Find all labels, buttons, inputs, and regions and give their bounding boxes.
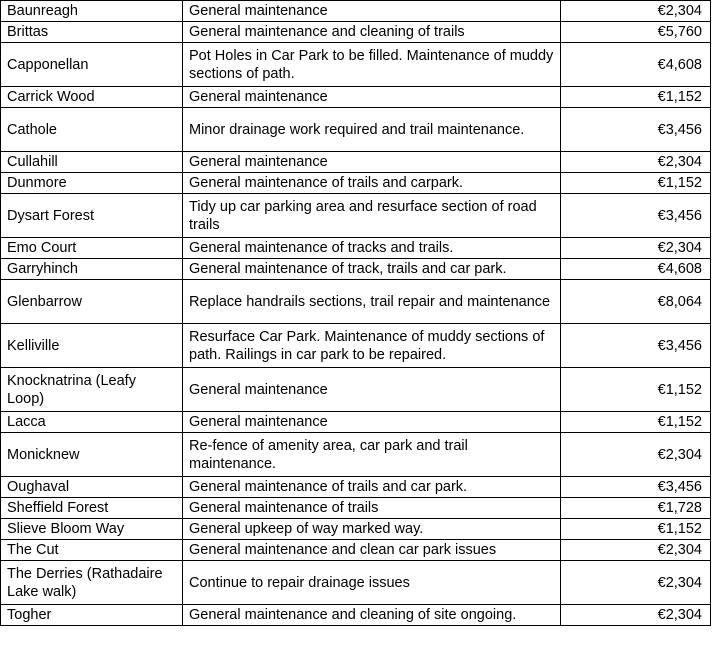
cost-cell: €1,152 xyxy=(561,412,711,433)
cost-cell: €3,456 xyxy=(561,108,711,152)
table-row xyxy=(1,238,711,259)
site-cell: Oughaval xyxy=(1,477,183,498)
cost-cell: €1,152 xyxy=(561,87,711,108)
cost-cell: €3,456 xyxy=(561,324,711,368)
work-description-cell: General maintenance xyxy=(183,1,561,22)
work-description-cell: Replace handrails sections, trail repair and maintenance xyxy=(183,280,561,324)
site-cell: Dysart Forest xyxy=(1,194,183,238)
site-cell: Monicknew xyxy=(1,433,183,477)
work-description-cell: Minor drainage work required and trail maintenance. xyxy=(183,108,561,152)
table-body xyxy=(1,1,711,626)
cost-cell: €8,064 xyxy=(561,280,711,324)
table-row xyxy=(1,108,711,152)
site-cell: Carrick Wood xyxy=(1,87,183,108)
site-cell: Cullahill xyxy=(1,152,183,173)
site-cell: Sheffield Forest xyxy=(1,498,183,519)
site-cell: Capponellan xyxy=(1,43,183,87)
cost-cell: €2,304 xyxy=(561,1,711,22)
work-description-cell: General maintenance of trails and car park. xyxy=(183,477,561,498)
cost-cell: €4,608 xyxy=(561,259,711,280)
site-cell: Brittas xyxy=(1,22,183,43)
site-cell: Kelliville xyxy=(1,324,183,368)
work-description-cell: General maintenance xyxy=(183,368,561,412)
work-description-cell: General maintenance and cleaning of trails xyxy=(183,22,561,43)
work-description-cell: Continue to repair drainage issues xyxy=(183,561,561,605)
table-row xyxy=(1,519,711,540)
cost-cell: €3,456 xyxy=(561,477,711,498)
work-description-cell: General maintenance of trails and carpark. xyxy=(183,173,561,194)
table-row xyxy=(1,194,711,238)
site-cell: The Cut xyxy=(1,540,183,561)
cost-cell: €4,608 xyxy=(561,43,711,87)
site-cell: The Derries (Rathadaire Lake walk) xyxy=(1,561,183,605)
site-cell: Togher xyxy=(1,605,183,626)
cost-cell: €2,304 xyxy=(561,605,711,626)
site-cell: Dunmore xyxy=(1,173,183,194)
work-description-cell: General maintenance of tracks and trails. xyxy=(183,238,561,259)
work-description-cell: Resurface Car Park. Maintenance of muddy sections of path. Railings in car park to be repaired. xyxy=(183,324,561,368)
table-row xyxy=(1,280,711,324)
work-description-cell: General maintenance of trails xyxy=(183,498,561,519)
work-description-cell: General maintenance xyxy=(183,412,561,433)
table-row xyxy=(1,477,711,498)
site-cell: Glenbarrow xyxy=(1,280,183,324)
work-description-cell: General upkeep of way marked way. xyxy=(183,519,561,540)
cost-cell: €2,304 xyxy=(561,561,711,605)
work-description-cell: General maintenance xyxy=(183,87,561,108)
site-cell: Slieve Bloom Way xyxy=(1,519,183,540)
site-cell: Emo Court xyxy=(1,238,183,259)
work-description-cell: General maintenance and clean car park issues xyxy=(183,540,561,561)
cost-cell: €1,152 xyxy=(561,519,711,540)
table-row xyxy=(1,1,711,22)
work-description-cell: Pot Holes in Car Park to be filled. Maintenance of muddy sections of path. xyxy=(183,43,561,87)
cost-cell: €2,304 xyxy=(561,540,711,561)
site-cell: Cathole xyxy=(1,108,183,152)
table-row xyxy=(1,43,711,87)
cost-cell: €3,456 xyxy=(561,194,711,238)
cost-cell: €5,760 xyxy=(561,22,711,43)
table-row xyxy=(1,540,711,561)
cost-cell: €2,304 xyxy=(561,433,711,477)
table-row xyxy=(1,605,711,626)
table-row xyxy=(1,433,711,477)
table-row xyxy=(1,561,711,605)
cost-cell: €1,152 xyxy=(561,173,711,194)
work-description-cell: General maintenance xyxy=(183,152,561,173)
site-cell: Lacca xyxy=(1,412,183,433)
site-cell: Knocknatrina (Leafy Loop) xyxy=(1,368,183,412)
site-cell: Garryhinch xyxy=(1,259,183,280)
work-description-cell: Tidy up car parking area and resurface section of road trails xyxy=(183,194,561,238)
cost-cell: €1,728 xyxy=(561,498,711,519)
cost-cell: €2,304 xyxy=(561,152,711,173)
table-row xyxy=(1,259,711,280)
work-description-cell: Re-fence of amenity area, car park and trail maintenance. xyxy=(183,433,561,477)
table-row xyxy=(1,324,711,368)
table-row xyxy=(1,173,711,194)
cost-cell: €1,152 xyxy=(561,368,711,412)
table-row xyxy=(1,368,711,412)
table-row xyxy=(1,152,711,173)
cost-cell: €2,304 xyxy=(561,238,711,259)
table-row xyxy=(1,498,711,519)
table-row xyxy=(1,87,711,108)
work-description-cell: General maintenance and cleaning of site ongoing. xyxy=(183,605,561,626)
table-row xyxy=(1,22,711,43)
table-row xyxy=(1,412,711,433)
work-description-cell: General maintenance of track, trails and car park. xyxy=(183,259,561,280)
site-cell: Baunreagh xyxy=(1,1,183,22)
